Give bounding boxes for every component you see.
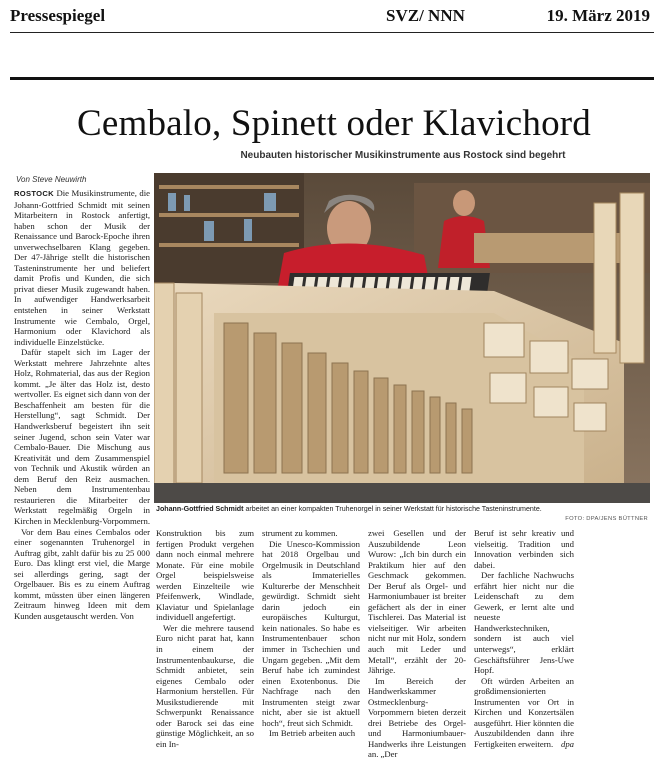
col5-paragraph-2: Der fachliche Nachwuchs erfährt hier nicht nur die Leidenschaft zu dem Gewerk, er lernt alte und neueste Handwerkstechniken, sondern ist auch viel unterwegs“, erklärt Geschäftsführer Jens-Uwe Hopf. [474,570,574,676]
col2-paragraph-2: Wer die mehrere tausend Euro nicht parat hat, kann in einem der Instrumentenbaukurse, die Schmidt anbietet, sein eigenes Cembalo oder Harmonium herstellen. Für Musikstudierende mit Schwerpunkt Renaissance oder Barock sei das eine günstige Möglichkeit, an so ein In- [156,622,254,749]
agency-signoff: dpa [560,738,574,749]
col3-paragraph-3: Im Betrieb arbeiten auch [269,728,356,739]
article-column-3 [262,528,360,739]
col1-paragraph-2: Dafür stapelt sich im Lager der Werkstatt mehrere Jahrzehnte altes Holz, Rohmaterial, das aus der Region kommt. „Je älter das Holz ist, desto wertvoller. Es eignet sich dann von der Beschaffenheit am besten für die Herstellung“, sagt Schmidt. Der Handwerksberuf begeistert ihn seit seiner Jugend, schon sein Vater war Cembalo-Bauer. Die Mischung aus Kreativität und dem Zusammenspiel von Technik und Akustik würden an dem Beruf den Reiz ausmachen. Neben dem Instrumentenbau restaurieren die Mitarbeiter der Werkstatt regelmäßig Orgeln in Kirchen in Mecklenburg-Vorpommern. [14,347,150,526]
article-clipping [10,94,658,760]
col3-paragraph-1: strument zu kommen. [262,528,338,538]
photo-caption [156,505,650,513]
section-rule [10,77,654,80]
article-subline: Neubauten historischer Musikinstrumente aus Rostock sind begehrt [240,150,566,161]
photo-credit: FOTO: DPA/JENS BÜTTNER [565,516,648,522]
article-column-2 [156,528,254,749]
col5-paragraph-1: Beruf ist sehr kreativ und vielseitig. Tradition und Innovation verbinden sich dabei. [474,528,574,570]
article-column-5 [474,528,574,749]
page-header [10,6,654,30]
header-publication: Pressespiegel [10,6,106,25]
col4-paragraph-2: Im Bereich der Handwerkskammer Ostmecklenburg-Vorpommern bieten derzeit drei Betriebe des Orgel- und Harmoniumbauer-Handwerks ihre Leistungen an. „Der [368,675,466,760]
col1-paragraph-3: Vor dem Bau eines Cembalos oder einer sogenannten Truhenorgel in Auftrag gibt, zahlt dafür bis zu 25 000 Euro. Das klingt erst viel, die Marge sei allerdings gering, sagt der Orgelbauer. Bis es zu einem Auftrag kommt, müssten über einen längeren Zeitraum hinweg Ideen mit dem Kunden ausgetauscht werden. Von [14,526,150,621]
article-headline: Cembalo, Spinett oder Klavichord [76,103,591,144]
header-rule [10,32,654,33]
col4-paragraph-1: zwei Gesellen und der Auszubildende Leon Wurow: „Ich bin durch ein Praktikum hier auf den Geschmack gekommen. Der Beruf als Orgel- und Harmoniumbauer ist breiter gefächert als der in einer Tischlerei. Das Material ist vielseitiger. Wir arbeiten nicht nur mit Holz, sondern auch mit Leder und Metall“, erzählt der 20-Jährige. [368,528,466,676]
col2-paragraph-1: Konstruktion bis zum fertigen Produkt vergehen dann noch einmal mehrere Monate. Für eine mobile Orgel beispielsweise werden Einzelteile wie Pfeifenwerk, Windlade, Klaviatur und Spielanlage individuell angefertigt. [156,528,254,623]
col3-paragraph-2: Die Unesco-Kommission hat 2018 Orgelbau und Orgelmusik in Deutschland als Immaterielles Kulturerbe der Menschheit gewürdigt. Schmidt sieht darin jedoch ein europäisches Kulturgut, kein nationales. So habe es Instrumentenbauer schon immer in Tschechien und Ungarn gegeben. „Mit dem Beruf habe ich zumindest einen Exotenbonus. Die Nachfrage nach den Instrumenten steigt zwar nicht, aber sie ist aktuell hoch“, freut sich Schmidt. [262,538,360,728]
caption-name: Johann-Gottfried Schmidt [156,505,244,513]
article-column-1 [14,188,150,621]
col5-paragraph-3: Oft würden Arbeiten an großdimensionierten Instrumenten vor Ort in Kirchen und Konzertsälen ausgeführt. Hier könnten die Auszubildenden dann ihre Fertigkeiten erweitern. [474,675,574,749]
organ-workshop-illustration [154,173,650,503]
header-date: 19. März 2019 [546,6,650,25]
caption-text: arbeitet an einer kompakten Truhenorgel in seiner Werkstatt für historische Tasteninstrumente. [245,505,542,513]
article-column-4 [368,528,466,760]
article-author: Von Steve Neuwirth [16,175,87,184]
header-source: SVZ/ NNN [386,6,465,25]
workshop-photo [154,173,650,503]
col1-paragraph-1: Die Musikinstrumente, die Johann-Gottfried Schmidt mit seinen Mitarbeitern in Rostock anfertigt, haben schon der Musik der Renaissance und Barock-Epoche ihren unverwechselbaren Klang gegeben. Der 47-Jährige stellt die historischen Tasteninstrumente her und beliefert damit Profis und Kunden, die sich privat dieser Musik zugewandt haben. In aufwendiger Handwerksarbeit entstehen in seiner Werkstatt Instrumente wie Cembalo, Orgel, Harmonium oder Klavichord als individuelle Einzelstücke. [14,188,150,347]
dateline: ROSTOCK [14,189,54,198]
